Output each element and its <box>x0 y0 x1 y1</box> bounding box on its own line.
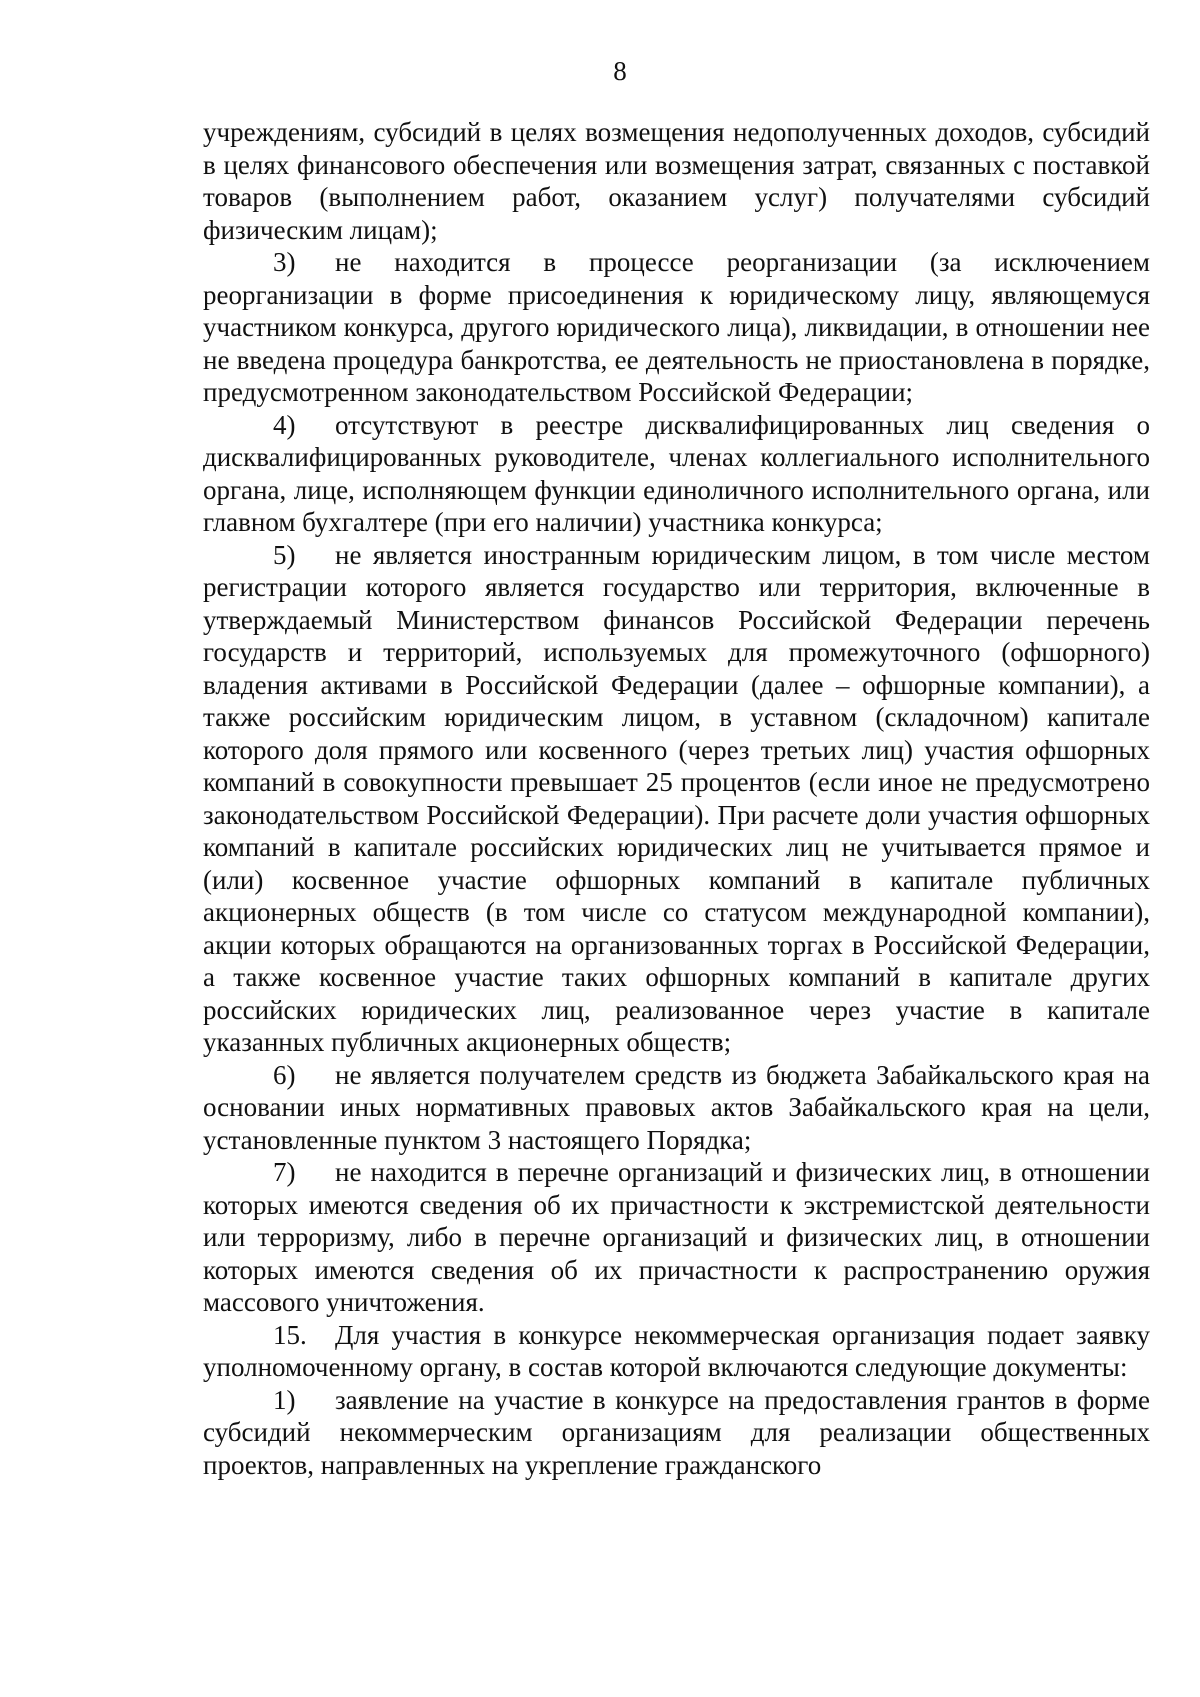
list-item-6 <box>203 1059 1150 1157</box>
item-number: 7) <box>273 1157 296 1187</box>
paragraph-text: заявление на участие в конкурсе на предоставления грантов в форме субсидий некоммерческим организациям для реализации общественных проектов, направленных на укрепление гражданского <box>203 1384 1150 1480</box>
section-number: 15. <box>273 1319 307 1350</box>
page-number: 8 <box>613 56 627 86</box>
item-number: 6) <box>273 1059 296 1090</box>
item-number: 5) <box>273 539 296 570</box>
list-item-5 <box>203 539 1150 1059</box>
paragraph-text: не находится в перечне организаций и физических лиц, в отношении которых имеются сведения об их причастности к экстремистской деятельности или терроризму, либо в перечне организаций и физических лиц, в отношении которых имеются сведения об их причастности к распространению оружия массового уничтожения. <box>203 1157 1150 1317</box>
sublist-item-1 <box>203 1384 1150 1482</box>
paragraph-continuation <box>203 116 1150 246</box>
section-15 <box>203 1319 1150 1384</box>
list-item-4 <box>203 409 1150 539</box>
paragraph-text: не является иностранным юридическим лицом, в том числе местом регистрации которого является государство или территория, включенные в утверждаемый Министерством финансов Российской Федерации перечень государств и территорий, используемых для промежуточного (офшорного) владения активами в Российской Федерации (далее – офшорные компании), а также российским юридическим лицом, в уставном (складочном) капитале которого доля прямого или косвенного (через третьих лиц) участия офшорных компаний в совокупности превышает 25 процентов (если иное не предусмотрено законодательством Российской Федерации). При расчете доли участия офшорных компаний в капитале российских юридических лиц не учитывается прямое и (или) косвенное участие офшорных компаний в капитале публичных акционерных обществ (в том числе со статусом международной компании), акции которых обращаются на организованных торгах в Российской Федерации, а также косвенное участие таких офшорных компаний в капитале других российских юридических лиц, реализованное через участие в капитале указанных публичных акционерных обществ; <box>203 539 1150 1057</box>
paragraph-text: не находится в процессе реорганизации (за исключением реорганизации в форме присоединения к юридическому лицу, являющемуся участником конкурса, другого юридического лица), ликвидации, в отношении нее не введена процедура банкротства, ее деятельность не приостановлена в порядке, предусмотренном законодательством Российской Федерации; <box>203 247 1150 407</box>
item-number: 4) <box>273 409 296 440</box>
list-item-7 <box>203 1156 1150 1319</box>
item-number: 1) <box>273 1384 296 1415</box>
document-body <box>203 116 1150 1481</box>
item-number: 3) <box>273 247 296 277</box>
paragraph-text: не является получателем средств из бюджета Забайкальского края на основании иных нормативных правовых актов Забайкальского края на цели, установленные пунктом 3 настоящего Порядка; <box>203 1059 1150 1155</box>
paragraph-text: учреждениям, субсидий в целях возмещения недополученных доходов, субсидий в целях финансового обеспечения или возмещения затрат, связанных с поставкой товаров (выполнением работ, оказанием услуг) получателями субсидий физическим лицам); <box>203 117 1150 245</box>
paragraph-text: Для участия в конкурсе некоммерческая организация подает заявку уполномоченному органу, в состав которой включаются следующие документы: <box>203 1319 1150 1382</box>
paragraph-text: отсутствуют в реестре дисквалифицированных лиц сведения о дисквалифицированных руководителе, членах коллегиального исполнительного органа, лице, исполняющем функции единоличного исполнительного органа, или главном бухгалтере (при его наличии) участника конкурса; <box>203 409 1150 537</box>
list-item-3 <box>203 246 1150 409</box>
